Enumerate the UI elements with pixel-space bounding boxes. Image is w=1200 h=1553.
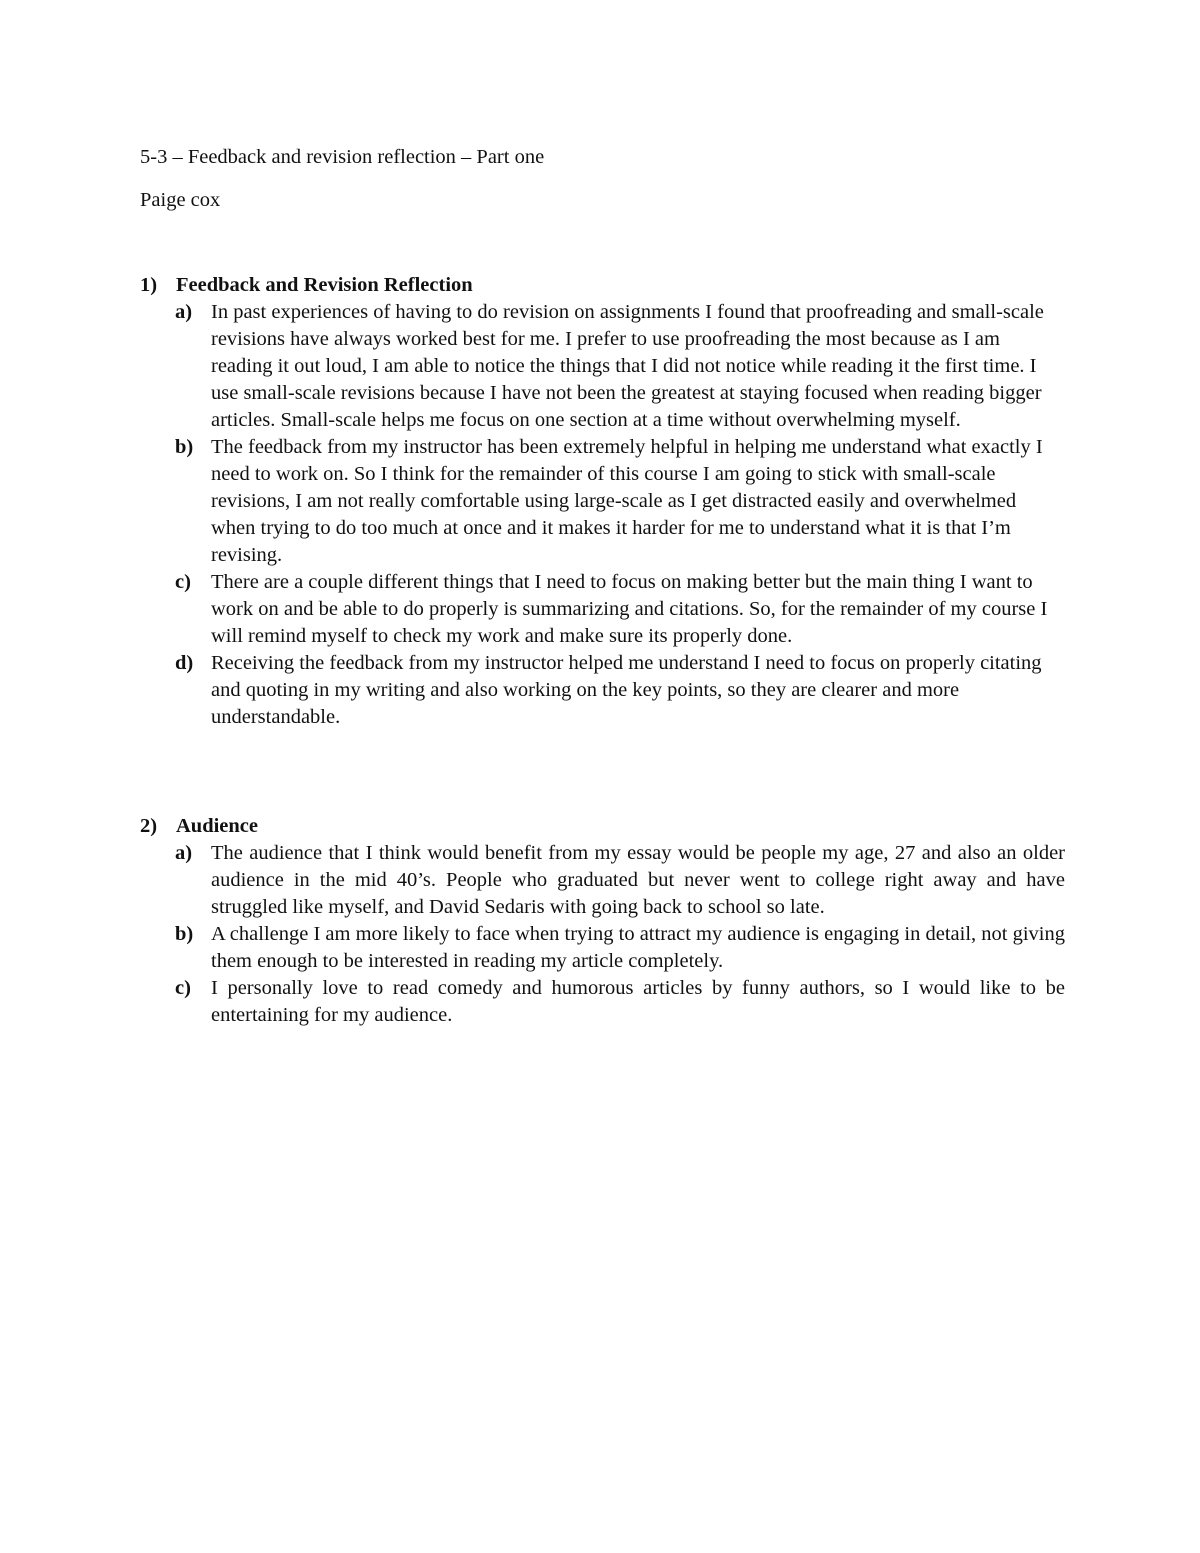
section-items [140, 299, 1065, 731]
item-text: I personally love to read comedy and humorous articles by funny authors, so I would like to be entertaining for my audience. [211, 977, 1065, 1026]
list-item [140, 299, 1065, 434]
item-text: A challenge I am more likely to face when trying to attract my audience is engaging in detail, not giving them enough to be interested in reading my article completely. [211, 923, 1065, 972]
item-marker: a) [175, 842, 193, 864]
section-audience [140, 812, 1065, 1029]
list-item [140, 569, 1065, 650]
item-marker: a) [175, 301, 193, 323]
document-title: 5-3 – Feedback and revision reflection – Part one [140, 146, 545, 168]
section-heading [140, 271, 1065, 299]
item-marker: b) [175, 436, 194, 458]
item-marker: c) [175, 977, 191, 999]
list-item [140, 650, 1065, 731]
list-item [140, 975, 1065, 1029]
section-title: Feedback and Revision Reflection [176, 274, 473, 296]
item-text: The feedback from my instructor has been extremely helpful in helping me understand what exactly I need to work on. So I think for the remainder of this course I am going to stick with small-scale revisions, I am not really comfortable using large-scale as I get distracted easily and overwhelmed when trying to do too much at once and it makes it harder for me to understand what it is that I’m revising. [211, 436, 1043, 566]
section-number: 1) [140, 274, 158, 296]
item-marker: b) [175, 923, 194, 945]
section-feedback-revision [140, 271, 1065, 731]
list-item [140, 840, 1065, 921]
section-items [140, 840, 1065, 1029]
item-marker: c) [175, 571, 191, 593]
section-number: 2) [140, 815, 158, 837]
section-title: Audience [176, 815, 258, 837]
item-text: Receiving the feedback from my instructor helped me understand I need to focus on properly citating and quoting in my writing and also working on the key points, so they are clearer and more understandable. [211, 652, 1042, 728]
item-marker: d) [175, 652, 194, 674]
section-heading [140, 812, 1065, 840]
item-text: The audience that I think would benefit from my essay would be people my age, 27 and also an older audience in the mid 40’s. People who graduated but never went to college right away and have struggled like myself, and David Sedaris with going back to school so late. [211, 842, 1065, 918]
list-item [140, 434, 1065, 569]
item-text: There are a couple different things that I need to focus on making better but the main thing I want to work on and be able to do properly is summarizing and citations. So, for the remainder of my course I will remind myself to check my work and make sure its properly done. [211, 571, 1048, 647]
item-text: In past experiences of having to do revision on assignments I found that proofreading and small-scale revisions have always worked best for me. I prefer to use proofreading the most because as I am reading it out loud, I am able to notice the things that I did not notice while reading it the first time. I use small-scale revisions because I have not been the greatest at staying focused when reading bigger articles. Small-scale helps me focus on one section at a time without overwhelming myself. [211, 301, 1044, 431]
list-item [140, 921, 1065, 975]
document-author: Paige cox [140, 189, 221, 211]
